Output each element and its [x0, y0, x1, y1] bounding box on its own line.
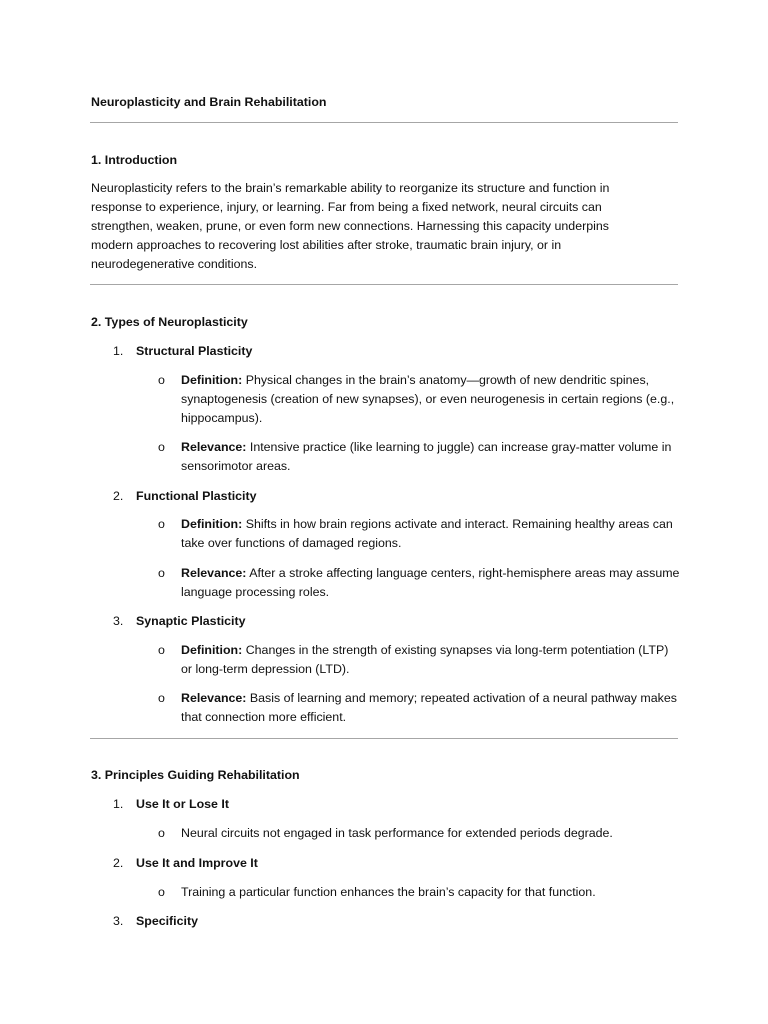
- list-item-title-use-it-and-improve-it: Use It and Improve It: [136, 856, 258, 870]
- list-item-title-synaptic-plasticity: Synaptic Plasticity: [136, 614, 246, 628]
- bullet-point: Training a particular function enhances the brain’s capacity for that function.: [181, 885, 596, 899]
- bullet-marker: o: [158, 566, 165, 580]
- list-item-number: 3.: [113, 614, 124, 628]
- bullet-definition: [181, 641, 681, 679]
- bullet-body: Shifts in how brain regions activate and interact. Remaining healthy areas can take over functions of damaged regions.: [181, 517, 673, 550]
- bullet-body: Intensive practice (like learning to juggle) can increase gray-matter volume in sensorimotor areas.: [181, 440, 672, 473]
- bullet-label: Definition:: [181, 517, 243, 531]
- bullet-label: Definition:: [181, 643, 243, 657]
- bullet-label: Definition:: [181, 373, 243, 387]
- list-item-number: 2.: [113, 489, 124, 503]
- list-item-number: 2.: [113, 856, 124, 870]
- bullet-definition: [181, 371, 681, 428]
- section-divider: [90, 284, 678, 285]
- bullet-definition: [181, 515, 681, 553]
- bullet-marker: o: [158, 826, 165, 840]
- section-heading-principles: 3. Principles Guiding Rehabilitation: [91, 768, 300, 782]
- document-title: Neuroplasticity and Brain Rehabilitation: [91, 95, 327, 109]
- list-item-number: 1.: [113, 344, 124, 358]
- list-item-number: 3.: [113, 914, 124, 928]
- bullet-body: Changes in the strength of existing synapses via long-term potentiation (LTP) or long-term depression (LTD).: [181, 643, 669, 676]
- section-divider: [90, 122, 678, 123]
- section-heading-introduction: 1. Introduction: [91, 153, 178, 167]
- list-item-number: 1.: [113, 797, 124, 811]
- bullet-marker: o: [158, 885, 165, 899]
- bullet-relevance: [181, 564, 681, 602]
- bullet-label: Relevance:: [181, 566, 247, 580]
- bullet-marker: o: [158, 373, 165, 387]
- bullet-relevance: [181, 689, 681, 727]
- bullet-body: Physical changes in the brain’s anatomy—growth of new dendritic spines, synaptogenesis (creation of new synapses), or even neurogenesis in certain regions (e.g., hippocampus).: [181, 373, 675, 425]
- bullet-relevance: [181, 438, 681, 476]
- list-item-title-use-it-or-lose-it: Use It or Lose It: [136, 797, 229, 811]
- introduction-paragraph: Neuroplasticity refers to the brain’s remarkable ability to reorganize its structure and function in response to experience, injury, or learning. Far from being a fixed network, neural circuits can strengthen, weaken, prune, or even form new connections. Harnessing this capacity underpins modern approaches to recovering lost abilities after stroke, traumatic brain injury, or in neurodegenerative conditions.: [91, 181, 610, 271]
- bullet-marker: o: [158, 517, 165, 531]
- section-heading-types: 2. Types of Neuroplasticity: [91, 315, 248, 329]
- bullet-label: Relevance:: [181, 691, 247, 705]
- bullet-marker: o: [158, 643, 165, 657]
- bullet-marker: o: [158, 440, 165, 454]
- bullet-label: Relevance:: [181, 440, 247, 454]
- list-item-title-specificity: Specificity: [136, 914, 198, 928]
- bullet-body: Basis of learning and memory; repeated activation of a neural pathway makes that connection more efficient.: [181, 691, 677, 724]
- list-item-title-functional-plasticity: Functional Plasticity: [136, 489, 257, 503]
- list-item-title-structural-plasticity: Structural Plasticity: [136, 344, 253, 358]
- bullet-marker: o: [158, 691, 165, 705]
- section-divider: [90, 738, 678, 739]
- bullet-body: After a stroke affecting language centers, right-hemisphere areas may assume language processing roles.: [181, 566, 680, 599]
- bullet-point: Neural circuits not engaged in task performance for extended periods degrade.: [181, 826, 613, 840]
